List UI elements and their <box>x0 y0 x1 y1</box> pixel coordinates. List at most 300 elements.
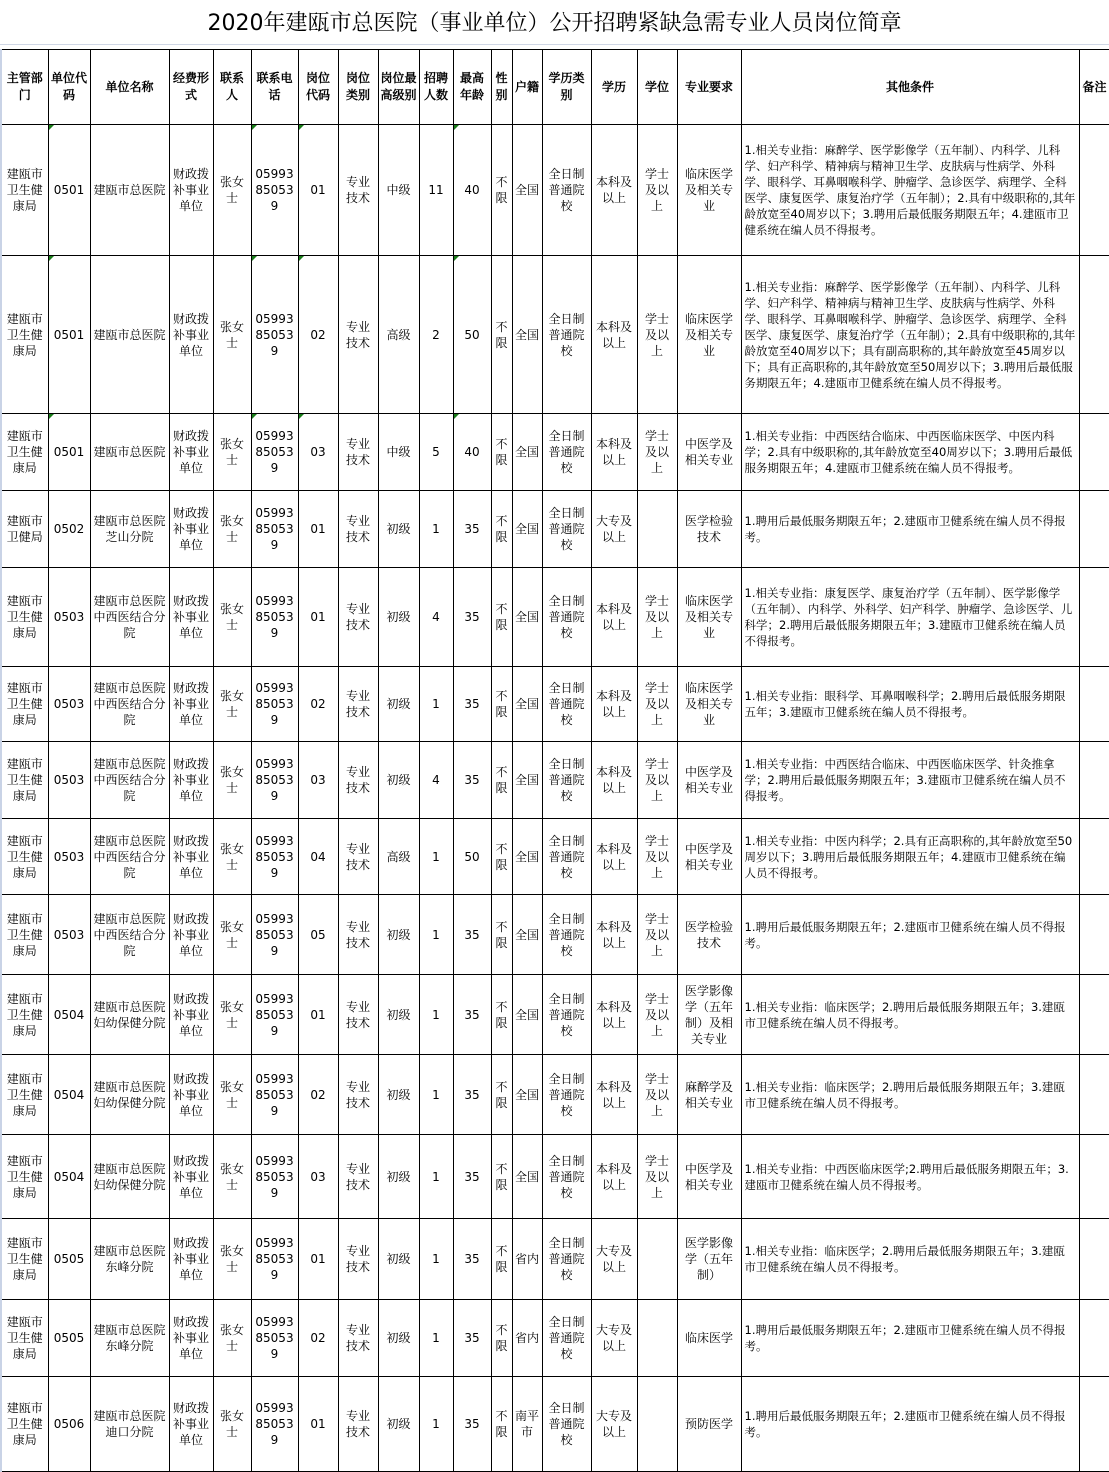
page-title: 2020年建瓯市总医院（事业单位）公开招聘紧缺急需专业人员岗位简章 <box>207 11 902 36</box>
max-age-cell: 35 <box>453 667 491 742</box>
header-major: 专业要求 <box>677 50 741 125</box>
unit-name-cell: 建瓯市总医院中西医结合分院 <box>90 819 169 895</box>
post-code-cell: 04 <box>298 819 338 895</box>
unit-code-cell: 0504 <box>48 1135 90 1219</box>
count-cell: 1 <box>419 975 453 1055</box>
table-row <box>1 1055 1109 1135</box>
post-level-cell: 初级 <box>378 895 419 975</box>
count-cell: 1 <box>419 667 453 742</box>
count-cell: 1 <box>419 1135 453 1219</box>
contact-cell: 张女士 <box>213 1300 251 1377</box>
hukou-cell: 全国 <box>512 568 542 667</box>
max-age-cell: 35 <box>453 1377 491 1472</box>
header-row <box>1 50 1109 125</box>
post-code-cell: 03 <box>298 1135 338 1219</box>
other-conditions-cell: 1.相关专业指：临床医学；2.聘用后最低服务期限五年；3.建瓯市卫健系统在编人员不得报考。 <box>741 975 1079 1055</box>
education-cell: 大专及以上 <box>591 1300 637 1377</box>
edu-type-cell: 全日制普通院校 <box>542 256 591 414</box>
hukou-cell: 全国 <box>512 414 542 491</box>
funding-cell: 财政拨补事业单位 <box>169 1135 213 1219</box>
note-cell <box>1079 895 1109 975</box>
major-cell: 预防医学 <box>677 1377 741 1472</box>
major-cell: 医学检验技术 <box>677 491 741 568</box>
edu-type-cell: 全日制普通院校 <box>542 1219 591 1300</box>
header-unit-code: 单位代码 <box>48 50 90 125</box>
post-level-cell: 初级 <box>378 1219 419 1300</box>
degree-cell: 学士及以上 <box>637 568 677 667</box>
count-cell: 4 <box>419 568 453 667</box>
other-conditions-cell: 1.聘用后最低服务期限五年；2.建瓯市卫健系统在编人员不得报考。 <box>741 895 1079 975</box>
post-type-cell: 专业技术 <box>338 568 378 667</box>
post-type-cell: 专业技术 <box>338 1055 378 1135</box>
edu-type-cell: 全日制普通院校 <box>542 895 591 975</box>
header-edu-type: 学历类别 <box>542 50 591 125</box>
other-conditions-cell: 1.相关专业指：中医内科学；2.具有正高职称的,其年龄放宽至50周岁以下；3.聘用后最低服务期限五年；4.建瓯市卫健系统在编人员不得报考。 <box>741 819 1079 895</box>
hukou-cell: 全国 <box>512 491 542 568</box>
gender-cell: 不限 <box>491 819 512 895</box>
note-cell <box>1079 1377 1109 1472</box>
edu-type-cell: 全日制普通院校 <box>542 1300 591 1377</box>
hukou-cell: 全国 <box>512 1135 542 1219</box>
post-level-cell: 初级 <box>378 975 419 1055</box>
post-level-cell: 初级 <box>378 1135 419 1219</box>
education-cell: 本科及以上 <box>591 1055 637 1135</box>
education-cell: 大专及以上 <box>591 491 637 568</box>
gender-cell: 不限 <box>491 125 512 256</box>
funding-cell: 财政拨补事业单位 <box>169 1300 213 1377</box>
edu-type-cell: 全日制普通院校 <box>542 125 591 256</box>
edu-type-cell: 全日制普通院校 <box>542 568 591 667</box>
dept-cell: 建瓯市卫生健康局 <box>1 667 48 742</box>
hukou-cell: 省内 <box>512 1300 542 1377</box>
note-cell <box>1079 1219 1109 1300</box>
unit-code-cell: 0501 <box>48 125 90 256</box>
gender-cell: 不限 <box>491 414 512 491</box>
count-cell: 11 <box>419 125 453 256</box>
edu-type-cell: 全日制普通院校 <box>542 667 591 742</box>
max-age-cell: 35 <box>453 895 491 975</box>
note-cell <box>1079 1055 1109 1135</box>
table-row <box>1 414 1109 491</box>
max-age-cell: 50 <box>453 256 491 414</box>
education-cell: 本科及以上 <box>591 742 637 819</box>
unit-code-cell: 0501 <box>48 414 90 491</box>
unit-name-cell: 建瓯市总医院中西医结合分院 <box>90 667 169 742</box>
post-level-cell: 初级 <box>378 1055 419 1135</box>
other-conditions-cell: 1.相关专业指：中西医结合临床、中西医临床医学、中医内科学；2.具有中级职称的,其年龄放宽至40周岁以下；3.聘用后最低服务期限五年；4.建瓯市卫健系统在编人员不得报考。 <box>741 414 1079 491</box>
count-cell: 1 <box>419 1377 453 1472</box>
funding-cell: 财政拨补事业单位 <box>169 1377 213 1472</box>
phone-cell: 05993850539 <box>251 414 298 491</box>
post-type-cell: 专业技术 <box>338 256 378 414</box>
post-level-cell: 初级 <box>378 568 419 667</box>
major-cell: 临床医学及相关专业 <box>677 667 741 742</box>
other-conditions-cell: 1.相关专业指：麻醉学、医学影像学（五年制）、内科学、儿科学、妇产科学、精神病与精神卫生学、皮肤病与性病学、外科学、眼科学、耳鼻咽喉科学、肿瘤学、急诊医学、病理学、全科医学、康复医学、康复治疗学（五年制）；2.具有中级职称的,其年龄放宽至40周岁以下；具有副高职称的,其年龄放宽至45周岁以下；具有正高职称的,其年龄放宽至50周岁以下；3.聘用后最低服务期限五年；4.建瓯市卫健系统在编人员不得报考。 <box>741 256 1079 414</box>
max-age-cell: 35 <box>453 975 491 1055</box>
table-row <box>1 742 1109 819</box>
unit-name-cell: 建瓯市总医院妇幼保健分院 <box>90 1135 169 1219</box>
contact-cell: 张女士 <box>213 742 251 819</box>
dept-cell: 建瓯市卫生健康局 <box>1 1055 48 1135</box>
unit-code-cell: 0503 <box>48 819 90 895</box>
post-code-cell: 02 <box>298 1300 338 1377</box>
post-level-cell: 初级 <box>378 1300 419 1377</box>
phone-cell: 05993850539 <box>251 491 298 568</box>
post-level-cell: 初级 <box>378 1377 419 1472</box>
table-row <box>1 667 1109 742</box>
unit-name-cell: 建瓯市总医院 <box>90 125 169 256</box>
funding-cell: 财政拨补事业单位 <box>169 975 213 1055</box>
dept-cell: 建瓯市卫生健康局 <box>1 742 48 819</box>
table-row <box>1 1219 1109 1300</box>
post-code-cell: 05 <box>298 895 338 975</box>
edu-type-cell: 全日制普通院校 <box>542 1377 591 1472</box>
edu-type-cell: 全日制普通院校 <box>542 414 591 491</box>
table-row <box>1 819 1109 895</box>
header-unit-name: 单位名称 <box>90 50 169 125</box>
max-age-cell: 35 <box>453 1135 491 1219</box>
other-conditions-cell: 1.相关专业指：中西医结合临床、中西医临床医学、针灸推拿学；2.聘用后最低服务期限五年；3.建瓯市卫健系统在编人员不得报考。 <box>741 742 1079 819</box>
note-cell <box>1079 742 1109 819</box>
count-cell: 1 <box>419 819 453 895</box>
major-cell: 医学影像学（五年制） <box>677 1219 741 1300</box>
major-cell: 中医学及相关专业 <box>677 1135 741 1219</box>
funding-cell: 财政拨补事业单位 <box>169 895 213 975</box>
dept-cell: 建瓯市卫生健康局 <box>1 414 48 491</box>
header-education: 学历 <box>591 50 637 125</box>
contact-cell: 张女士 <box>213 256 251 414</box>
header-funding: 经费形式 <box>169 50 213 125</box>
education-cell: 本科及以上 <box>591 667 637 742</box>
funding-cell: 财政拨补事业单位 <box>169 1219 213 1300</box>
post-type-cell: 专业技术 <box>338 1377 378 1472</box>
contact-cell: 张女士 <box>213 667 251 742</box>
post-type-cell: 专业技术 <box>338 742 378 819</box>
funding-cell: 财政拨补事业单位 <box>169 414 213 491</box>
unit-code-cell: 0502 <box>48 491 90 568</box>
contact-cell: 张女士 <box>213 1055 251 1135</box>
edu-type-cell: 全日制普通院校 <box>542 819 591 895</box>
unit-name-cell: 建瓯市总医院中西医结合分院 <box>90 568 169 667</box>
hukou-cell: 全国 <box>512 819 542 895</box>
education-cell: 大专及以上 <box>591 1219 637 1300</box>
phone-cell: 05993850539 <box>251 1135 298 1219</box>
sheet-gridline <box>0 44 1109 45</box>
dept-cell: 建瓯市卫生健康局 <box>1 1377 48 1472</box>
table-row <box>1 256 1109 414</box>
post-level-cell: 高级 <box>378 256 419 414</box>
funding-cell: 财政拨补事业单位 <box>169 1055 213 1135</box>
dept-cell: 建瓯市卫生健康局 <box>1 895 48 975</box>
edu-type-cell: 全日制普通院校 <box>542 1135 591 1219</box>
dept-cell: 建瓯市卫生健康局 <box>1 975 48 1055</box>
contact-cell: 张女士 <box>213 975 251 1055</box>
post-code-cell: 02 <box>298 256 338 414</box>
phone-cell: 05993850539 <box>251 895 298 975</box>
header-hukou: 户籍 <box>512 50 542 125</box>
funding-cell: 财政拨补事业单位 <box>169 125 213 256</box>
note-cell <box>1079 975 1109 1055</box>
hukou-cell: 南平市 <box>512 1377 542 1472</box>
contact-cell: 张女士 <box>213 125 251 256</box>
unit-name-cell: 建瓯市总医院 <box>90 256 169 414</box>
header-phone: 联系电话 <box>251 50 298 125</box>
other-conditions-cell: 1.相关专业指：临床医学；2.聘用后最低服务期限五年；3.建瓯市卫健系统在编人员不得报考。 <box>741 1219 1079 1300</box>
dept-cell: 建瓯市卫健局 <box>1 491 48 568</box>
degree-cell: 学士及以上 <box>637 895 677 975</box>
unit-code-cell: 0503 <box>48 895 90 975</box>
table-row <box>1 125 1109 256</box>
note-cell <box>1079 819 1109 895</box>
post-type-cell: 专业技术 <box>338 819 378 895</box>
education-cell: 本科及以上 <box>591 256 637 414</box>
hukou-cell: 全国 <box>512 975 542 1055</box>
unit-code-cell: 0506 <box>48 1377 90 1472</box>
post-type-cell: 专业技术 <box>338 1219 378 1300</box>
note-cell <box>1079 125 1109 256</box>
max-age-cell: 40 <box>453 414 491 491</box>
other-conditions-cell: 1.相关专业指：康复医学、康复治疗学（五年制）、医学影像学（五年制）、内科学、外科学、妇产科学、肿瘤学、急诊医学、儿科学；2.聘用后最低服务期限五年；3.建瓯市卫健系统在编人员不得报考。 <box>741 568 1079 667</box>
edu-type-cell: 全日制普通院校 <box>542 975 591 1055</box>
edu-type-cell: 全日制普通院校 <box>542 742 591 819</box>
phone-cell: 05993850539 <box>251 1377 298 1472</box>
unit-name-cell: 建瓯市总医院东峰分院 <box>90 1219 169 1300</box>
funding-cell: 财政拨补事业单位 <box>169 568 213 667</box>
gender-cell: 不限 <box>491 1377 512 1472</box>
education-cell: 本科及以上 <box>591 895 637 975</box>
degree-cell: 学士及以上 <box>637 819 677 895</box>
contact-cell: 张女士 <box>213 1219 251 1300</box>
header-dept: 主管部门 <box>1 50 48 125</box>
phone-cell: 05993850539 <box>251 125 298 256</box>
max-age-cell: 35 <box>453 1219 491 1300</box>
hukou-cell: 全国 <box>512 125 542 256</box>
note-cell <box>1079 414 1109 491</box>
unit-name-cell: 建瓯市总医院 <box>90 414 169 491</box>
contact-cell: 张女士 <box>213 568 251 667</box>
post-type-cell: 专业技术 <box>338 667 378 742</box>
dept-cell: 建瓯市卫生健康局 <box>1 256 48 414</box>
dept-cell: 建瓯市卫生健康局 <box>1 1300 48 1377</box>
max-age-cell: 50 <box>453 819 491 895</box>
header-count: 招聘人数 <box>419 50 453 125</box>
hukou-cell: 全国 <box>512 667 542 742</box>
max-age-cell: 35 <box>453 491 491 568</box>
dept-cell: 建瓯市卫生健康局 <box>1 1135 48 1219</box>
post-code-cell: 02 <box>298 667 338 742</box>
post-type-cell: 专业技术 <box>338 414 378 491</box>
contact-cell: 张女士 <box>213 1377 251 1472</box>
header-post-code: 岗位代码 <box>298 50 338 125</box>
post-level-cell: 高级 <box>378 819 419 895</box>
note-cell <box>1079 667 1109 742</box>
header-contact: 联系人 <box>213 50 251 125</box>
post-code-cell: 01 <box>298 491 338 568</box>
count-cell: 1 <box>419 1055 453 1135</box>
post-code-cell: 01 <box>298 568 338 667</box>
unit-code-cell: 0503 <box>48 568 90 667</box>
post-type-cell: 专业技术 <box>338 491 378 568</box>
gender-cell: 不限 <box>491 1055 512 1135</box>
post-type-cell: 专业技术 <box>338 1135 378 1219</box>
hukou-cell: 全国 <box>512 256 542 414</box>
post-type-cell: 专业技术 <box>338 895 378 975</box>
unit-name-cell: 建瓯市总医院中西医结合分院 <box>90 742 169 819</box>
other-conditions-cell: 1.聘用后最低服务期限五年；2.建瓯市卫健系统在编人员不得报考。 <box>741 1300 1079 1377</box>
table-row <box>1 491 1109 568</box>
degree-cell <box>637 491 677 568</box>
funding-cell: 财政拨补事业单位 <box>169 819 213 895</box>
gender-cell: 不限 <box>491 1219 512 1300</box>
table-row <box>1 1135 1109 1219</box>
other-conditions-cell: 1.聘用后最低服务期限五年；2.建瓯市卫健系统在编人员不得报考。 <box>741 491 1079 568</box>
major-cell: 医学影像学（五年制）及相关专业 <box>677 975 741 1055</box>
note-cell <box>1079 491 1109 568</box>
contact-cell: 张女士 <box>213 895 251 975</box>
unit-name-cell: 建瓯市总医院妇幼保健分院 <box>90 975 169 1055</box>
contact-cell: 张女士 <box>213 1135 251 1219</box>
count-cell: 4 <box>419 742 453 819</box>
recruitment-table <box>0 49 1109 1472</box>
funding-cell: 财政拨补事业单位 <box>169 491 213 568</box>
unit-code-cell: 0503 <box>48 742 90 819</box>
table-row <box>1 1300 1109 1377</box>
other-conditions-cell: 1.相关专业指：麻醉学、医学影像学（五年制）、内科学、儿科学、妇产科学、精神病与精神卫生学、皮肤病与性病学、外科学、眼科学、耳鼻咽喉科学、肿瘤学、急诊医学、病理学、全科医学、康复医学、康复治疗学（五年制）；2.具有中级职称的,其年龄放宽至40周岁以下；3.聘用后最低服务期限五年；4.建瓯市卫健系统在编人员不得报考。 <box>741 125 1079 256</box>
education-cell: 本科及以上 <box>591 1135 637 1219</box>
count-cell: 2 <box>419 256 453 414</box>
hukou-cell: 全国 <box>512 742 542 819</box>
education-cell: 大专及以上 <box>591 1377 637 1472</box>
note-cell <box>1079 256 1109 414</box>
funding-cell: 财政拨补事业单位 <box>169 667 213 742</box>
header-note: 备注 <box>1079 50 1109 125</box>
unit-name-cell: 建瓯市总医院东峰分院 <box>90 1300 169 1377</box>
count-cell: 1 <box>419 895 453 975</box>
unit-code-cell: 0505 <box>48 1300 90 1377</box>
count-cell: 1 <box>419 1300 453 1377</box>
unit-code-cell: 0504 <box>48 975 90 1055</box>
phone-cell: 05993850539 <box>251 568 298 667</box>
gender-cell: 不限 <box>491 975 512 1055</box>
max-age-cell: 35 <box>453 1055 491 1135</box>
major-cell: 临床医学及相关专业 <box>677 125 741 256</box>
post-code-cell: 03 <box>298 742 338 819</box>
other-conditions-cell: 1.聘用后最低服务期限五年；2.建瓯市卫健系统在编人员不得报考。 <box>741 1377 1079 1472</box>
funding-cell: 财政拨补事业单位 <box>169 742 213 819</box>
degree-cell: 学士及以上 <box>637 414 677 491</box>
contact-cell: 张女士 <box>213 819 251 895</box>
dept-cell: 建瓯市卫生健康局 <box>1 125 48 256</box>
gender-cell: 不限 <box>491 895 512 975</box>
other-conditions-cell: 1.相关专业指：中西医临床医学;2.聘用后最低服务期限五年；3.建瓯市卫健系统在编人员不得报考。 <box>741 1135 1079 1219</box>
count-cell: 5 <box>419 414 453 491</box>
max-age-cell: 35 <box>453 1300 491 1377</box>
post-code-cell: 01 <box>298 125 338 256</box>
education-cell: 本科及以上 <box>591 125 637 256</box>
phone-cell: 05993850539 <box>251 1300 298 1377</box>
major-cell: 医学检验技术 <box>677 895 741 975</box>
education-cell: 本科及以上 <box>591 975 637 1055</box>
post-level-cell: 中级 <box>378 414 419 491</box>
gender-cell: 不限 <box>491 1135 512 1219</box>
phone-cell: 05993850539 <box>251 256 298 414</box>
note-cell <box>1079 568 1109 667</box>
post-code-cell: 03 <box>298 414 338 491</box>
major-cell: 临床医学及相关专业 <box>677 568 741 667</box>
header-gender: 性别 <box>491 50 512 125</box>
table-row <box>1 1377 1109 1472</box>
dept-cell: 建瓯市卫生健康局 <box>1 1219 48 1300</box>
unit-name-cell: 建瓯市总医院迪口分院 <box>90 1377 169 1472</box>
hukou-cell: 全国 <box>512 895 542 975</box>
degree-cell: 学士及以上 <box>637 667 677 742</box>
header-max-age: 最高年龄 <box>453 50 491 125</box>
max-age-cell: 35 <box>453 568 491 667</box>
post-code-cell: 01 <box>298 975 338 1055</box>
header-post-type: 岗位类别 <box>338 50 378 125</box>
degree-cell <box>637 1219 677 1300</box>
gender-cell: 不限 <box>491 1300 512 1377</box>
dept-cell: 建瓯市卫生健康局 <box>1 819 48 895</box>
degree-cell: 学士及以上 <box>637 256 677 414</box>
gender-cell: 不限 <box>491 667 512 742</box>
other-conditions-cell: 1.相关专业指：临床医学；2.聘用后最低服务期限五年；3.建瓯市卫健系统在编人员不得报考。 <box>741 1055 1079 1135</box>
phone-cell: 05993850539 <box>251 975 298 1055</box>
dept-cell: 建瓯市卫生健康局 <box>1 568 48 667</box>
phone-cell: 05993850539 <box>251 667 298 742</box>
major-cell: 临床医学 <box>677 1300 741 1377</box>
degree-cell: 学士及以上 <box>637 1135 677 1219</box>
hukou-cell: 全国 <box>512 1055 542 1135</box>
header-other: 其他条件 <box>741 50 1079 125</box>
table-row <box>1 975 1109 1055</box>
gender-cell: 不限 <box>491 742 512 819</box>
post-type-cell: 专业技术 <box>338 1300 378 1377</box>
post-level-cell: 初级 <box>378 667 419 742</box>
table-row <box>1 895 1109 975</box>
education-cell: 本科及以上 <box>591 819 637 895</box>
education-cell: 本科及以上 <box>591 414 637 491</box>
unit-name-cell: 建瓯市总医院芝山分院 <box>90 491 169 568</box>
funding-cell: 财政拨补事业单位 <box>169 256 213 414</box>
edu-type-cell: 全日制普通院校 <box>542 491 591 568</box>
major-cell: 中医学及相关专业 <box>677 414 741 491</box>
header-degree: 学位 <box>637 50 677 125</box>
unit-code-cell: 0503 <box>48 667 90 742</box>
gender-cell: 不限 <box>491 491 512 568</box>
count-cell: 1 <box>419 491 453 568</box>
major-cell: 临床医学及相关专业 <box>677 256 741 414</box>
degree-cell: 学士及以上 <box>637 1055 677 1135</box>
unit-code-cell: 0505 <box>48 1219 90 1300</box>
unit-code-cell: 0501 <box>48 256 90 414</box>
post-type-cell: 专业技术 <box>338 975 378 1055</box>
major-cell: 麻醉学及相关专业 <box>677 1055 741 1135</box>
note-cell <box>1079 1300 1109 1377</box>
unit-code-cell: 0504 <box>48 1055 90 1135</box>
post-level-cell: 中级 <box>378 125 419 256</box>
phone-cell: 05993850539 <box>251 819 298 895</box>
header-post-level: 岗位最高级别 <box>378 50 419 125</box>
major-cell: 中医学及相关专业 <box>677 819 741 895</box>
contact-cell: 张女士 <box>213 414 251 491</box>
post-code-cell: 01 <box>298 1219 338 1300</box>
phone-cell: 05993850539 <box>251 1055 298 1135</box>
post-type-cell: 专业技术 <box>338 125 378 256</box>
degree-cell: 学士及以上 <box>637 975 677 1055</box>
phone-cell: 05993850539 <box>251 742 298 819</box>
degree-cell <box>637 1377 677 1472</box>
